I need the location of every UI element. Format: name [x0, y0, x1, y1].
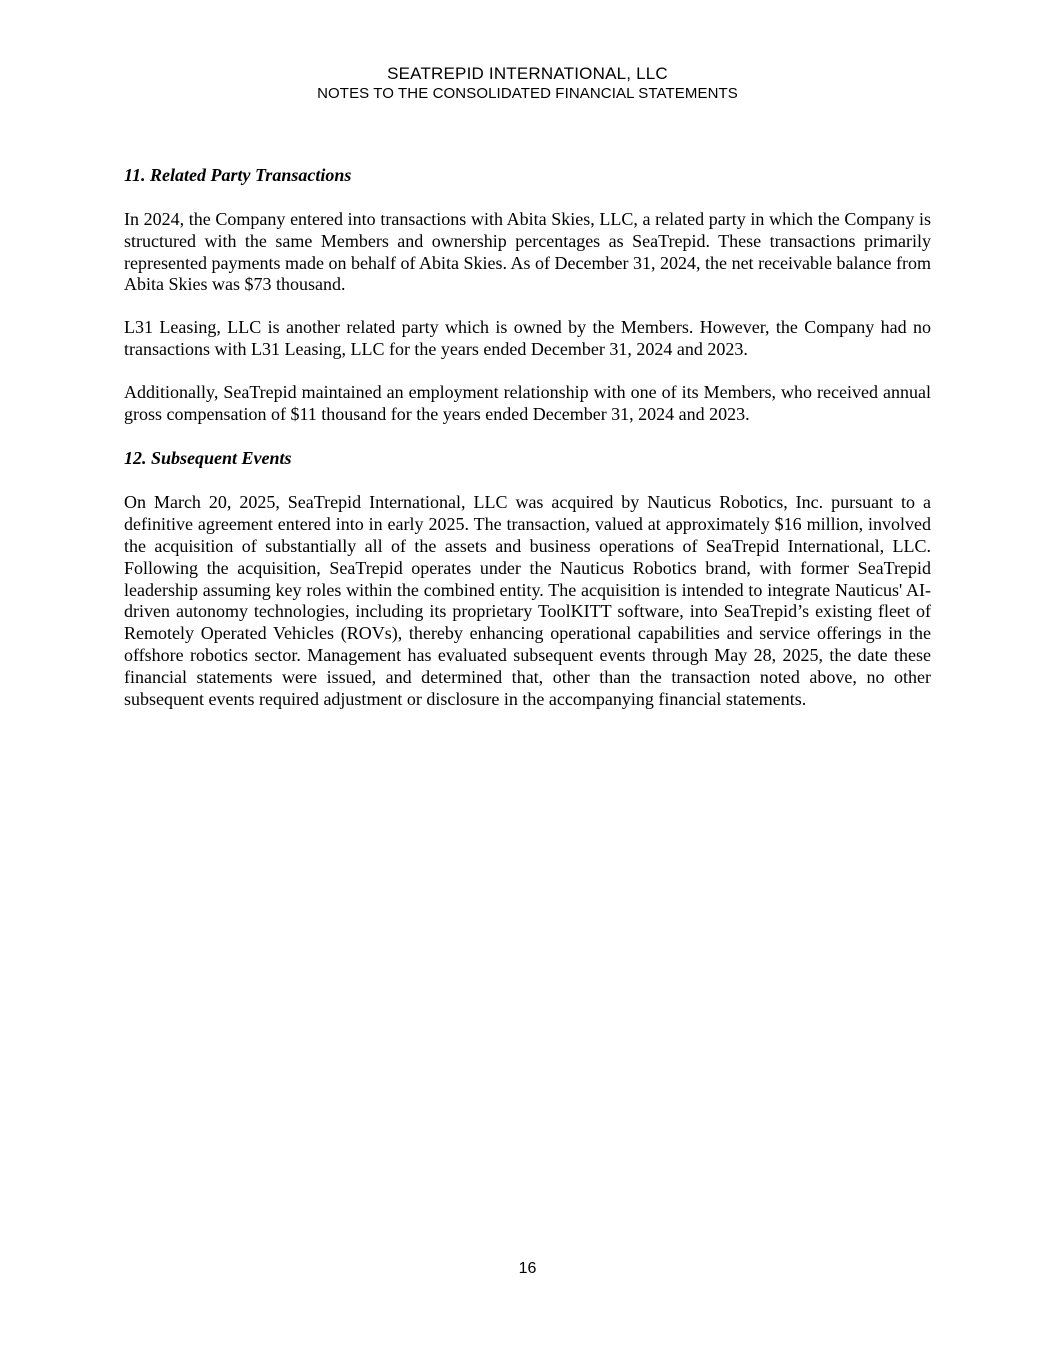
section-heading-subsequent-events: 12. Subsequent Events — [124, 448, 292, 469]
company-name: SEATREPID INTERNATIONAL, LLC — [387, 64, 668, 83]
related-party-paragraph-1: In 2024, the Company entered into transactions with Abita Skies, LLC, a related party in which the Company is structured with the same Members and ownership percentages as SeaTrepid. These transactions primarily represented payments made on behalf of Abita Skies. As of December 31, 2024, the net receivable balance from Abita Skies was $73 thousand. — [124, 209, 931, 295]
subsequent-events-paragraph-1: On March 20, 2025, SeaTrepid International, LLC was acquired by Nauticus Robotics, Inc. pursuant to a definitive agreement entered into in early 2025. The transaction, valued at approximately $16 million, involved the acquisition of substantially all of the assets and business operations of SeaTrepid International, LLC. Following the acquisition, SeaTrepid operates under the Nauticus Robotics brand, with former SeaTrepid leadership assuming key roles within the combined entity. The acquisition is intended to integrate Nauticus' AI-driven autonomy technologies, including its proprietary ToolKITT software, into SeaTrepid’s existing fleet of Remotely Operated Vehicles (ROVs), thereby enhancing operational capabilities and service offerings in the offshore robotics sector. Management has evaluated subsequent events through May 28, 2025, the date these financial statements were issued, and determined that, other than the transaction noted above, no other subsequent events required adjustment or disclosure in the accompanying financial statements. — [124, 492, 931, 709]
document-subtitle: NOTES TO THE CONSOLIDATED FINANCIAL STATEMENTS — [317, 85, 738, 102]
section-heading-related-party: 11. Related Party Transactions — [124, 165, 352, 185]
related-party-paragraph-2: L31 Leasing, LLC is another related party which is owned by the Members. However, the Company had no transactions with L31 Leasing, LLC for the years ended December 31, 2024 and 2023. — [124, 317, 931, 359]
page-header — [0, 63, 1055, 103]
document-body — [124, 163, 931, 710]
related-party-paragraph-3: Additionally, SeaTrepid maintained an employment relationship with one of its Members, who received annual gross compensation of $11 thousand for the years ended December 31, 2024 and 2023. — [124, 381, 931, 424]
page-number: 16 — [518, 1260, 537, 1277]
